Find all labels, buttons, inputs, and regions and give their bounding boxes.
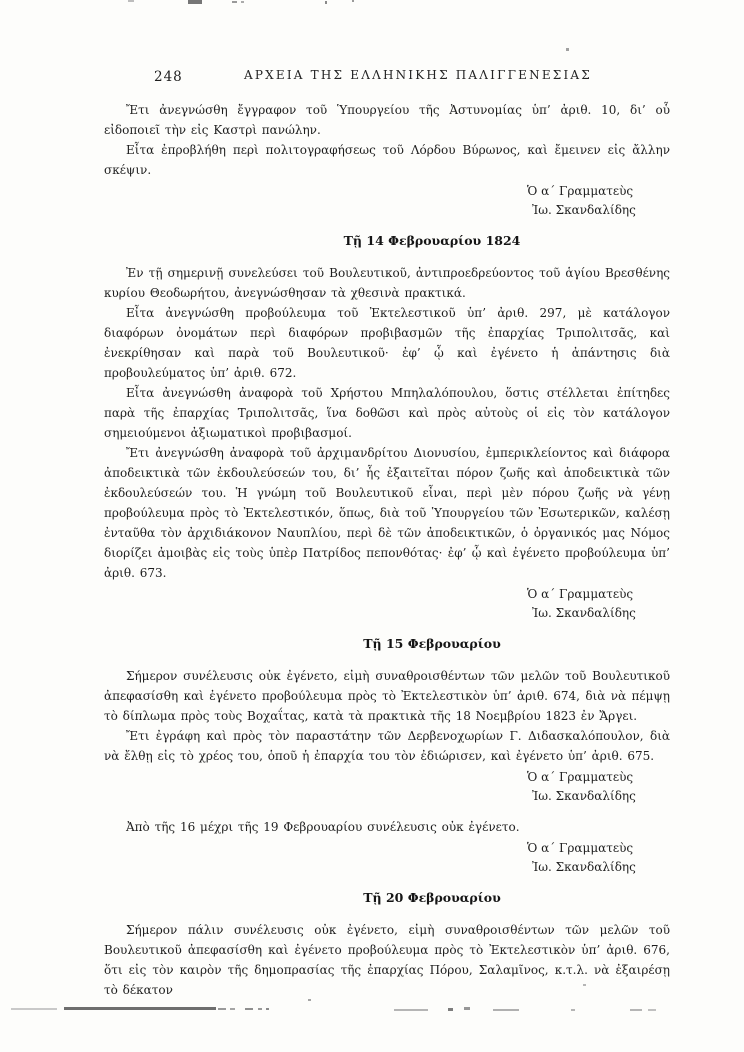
signature-block bbox=[527, 585, 670, 623]
scan-artifact bbox=[188, 0, 202, 4]
section-20-february bbox=[104, 888, 670, 1000]
paragraph: Ἔτι ἀνεγνώσθη ἀναφορὰ τοῦ ἀρχιμανδρίτου Διονυσίου, ἐμπερικλείοντος καὶ διάφορα ἀποδεικτικὰ τῶν ἐκδουλεύσεών του, δι’ ἧς ἐξαιτεῖται πόρον ζωῆς καὶ ἀποδεικτικὰ τῶν ἐκδουλεύσεών του. Ἡ γνώμη τοῦ Βουλευτικοῦ εἶναι, περὶ μὲν πόρου ζωῆς νὰ γένῃ προβούλευμα πρὸς τὸ Ἐκτελεστικόν, ὅπως, διὰ τοῦ Ὑπουργείου τῶν Ἐσωτερικῶν, καλέσῃ ἐνταῦθα τὸν ἀρχιδιάκονον Ναυπλίου, περὶ δὲ τῶν ἀποδεικτικῶν, ὁ ὀργανικός μας Νόμος διορίζει ἀμοιβὰς εἰς τοὺς ὑπὲρ Πατρίδος πεπονθότας· ἐφ’ ᾧ καὶ ἐγένετο προβούλευμα ὑπ’ ἀριθ. 673. bbox=[104, 446, 670, 580]
page-header bbox=[104, 68, 670, 86]
scan-artifact-line bbox=[571, 1009, 575, 1011]
scan-artifact-line bbox=[11, 1008, 57, 1010]
paragraph: Εἶτα ἀνεγνώσθη προβούλευμα τοῦ Ἐκτελεστικοῦ ὑπ’ ἀριθ. 297, μὲ κατάλογον διαφόρων ὀνομάτων περὶ διαφόρων προβιβασμῶν τῆς ἐπαρχίας Τριπολιτσᾶς, καὶ ἐνεκρίθησαν καὶ παρὰ τοῦ Βουλευτικοῦ· ἐφ’ ᾧ καὶ ἐγένετο ἡ ἀπάντησις διὰ προβουλεύματος ὑπ’ ἀριθ. 672. bbox=[104, 306, 670, 380]
scan-artifact-line bbox=[448, 1008, 453, 1011]
paragraph: Εἶτα ἐπροβλήθη περὶ πολιτογραφήσεως τοῦ Λόρδου Βύρωνος, καὶ ἔμεινεν εἰς ἄλλην σκέψιν. bbox=[104, 143, 670, 177]
section-15-february bbox=[104, 634, 670, 806]
signature-name: Ἰω. Σκανδαλίδης bbox=[532, 606, 636, 620]
paragraph: Ἔτι ἐγράφη καὶ πρὸς τὸν παραστάτην τῶν Δερβενοχωρίων Γ. Διδασκαλόπουλον, διὰ νὰ ἔλθῃ εἰς τὸ χρέος του, ὁποῦ ἡ ἐπαρχία του τὸν ἐδιώρισεν, καὶ ἐγένετο ὑπ’ ἀριθ. 675. bbox=[104, 729, 670, 763]
signature-block bbox=[527, 182, 670, 220]
scan-artifact-line bbox=[266, 1008, 269, 1010]
scan-artifact-line bbox=[258, 1008, 262, 1010]
paragraph: Εἶτα ἀνεγνώσθη ἀναφορὰ τοῦ Χρήστου Μπηλαλόπουλου, ὅστις στέλλεται ἐπίτηδες παρὰ τῆς ἐπαρχίας Τριπολιτσᾶς, ἵνα δοθῶσι καὶ πρὸς αὐτοὺς οἱ εἰς τὸν κατάλογον σημειούμενοι ἀξιωματικοὶ προβιβασμοί. bbox=[104, 386, 670, 440]
paragraph: Σήμερον συνέλευσις οὐκ ἐγένετο, εἰμὴ συναθροισθέντων τῶν μελῶν τοῦ Βουλευτικοῦ ἀπεφασίσθη καὶ ἐγένετο προβούλευμα πρὸς τὸ Ἐκτελεστικὸν ὑπ’ ἀριθ. 674, διὰ νὰ πέμψῃ τὸ δίπλωμα πρὸς τοὺς Βοχαΐτας, κατὰ τὰ πρακτικὰ τῆς 18 Νοεμβρίου 1823 ἐν Ἄργει. bbox=[104, 669, 670, 723]
text-column bbox=[104, 68, 670, 1000]
signature-role: Ὁ α´ Γραμματεὺς bbox=[527, 841, 634, 855]
scan-artifact-line bbox=[493, 1009, 519, 1011]
scan-artifact bbox=[232, 1, 237, 3]
signature-name: Ἰω. Σκανδαλίδης bbox=[532, 203, 636, 217]
scan-artifact bbox=[241, 1, 244, 3]
paragraph: Σήμερον πάλιν συνέλευσις οὐκ ἐγένετο, εἰμὴ συναθροισθέντων τῶν μελῶν τοῦ Βουλευτικοῦ ἀπεφασίσθη καὶ ἐγένετο προβούλευμα πρὸς τὸ Ἐκτελεστικὸν ὑπ’ ἀριθ. 676, ὅτι εἰς τὸν καιρὸν τῆς δημοπρασίας τῆς ἐπαρχίας Πόρου, Σαλαμῖνος, κ.τ.λ. νὰ ἐξαιρέσῃ τὸ δέκατον bbox=[104, 923, 670, 997]
signature-name: Ἰω. Σκανδαλίδης bbox=[532, 860, 636, 874]
section-16-19-february bbox=[104, 817, 670, 877]
signature-block bbox=[527, 839, 670, 877]
scan-artifact-line bbox=[394, 1009, 428, 1011]
signature-block bbox=[527, 768, 670, 806]
scan-artifact bbox=[128, 0, 134, 2]
section-heading: Τῇ 14 Φεβρουαρίου 1824 bbox=[343, 233, 521, 248]
section-heading: Τῇ 20 Φεβρουαρίου bbox=[363, 890, 501, 905]
scan-artifact-line bbox=[245, 1008, 253, 1010]
page-number: 248 bbox=[154, 69, 183, 85]
paragraph: Ἐν τῇ σημερινῇ συνελεύσει τοῦ Βουλευτικοῦ, ἀντιπροεδρεύοντος τοῦ ἁγίου Βρεσθένης κυρίου Θεοδωρήτου, ἀνεγνώσθησαν τὰ χθεσινὰ πρακτικά. bbox=[104, 266, 670, 300]
scan-artifact bbox=[566, 48, 569, 51]
signature-role: Ὁ α´ Γραμματεὺς bbox=[527, 184, 634, 198]
section-heading: Τῇ 15 Φεβρουαρίου bbox=[363, 636, 501, 651]
scan-artifact-line bbox=[630, 1009, 642, 1011]
signature-name: Ἰω. Σκανδαλίδης bbox=[532, 789, 636, 803]
signature-role: Ὁ α´ Γραμματεὺς bbox=[527, 587, 634, 601]
section-minutes-continued bbox=[104, 100, 670, 220]
running-header: ΑΡΧΕΙΑ ΤΗΣ ΕΛΛΗΝΙΚΗΣ ΠΑΛΙΓΓΕΝΕΣΙΑΣ bbox=[244, 68, 592, 82]
scan-artifact bbox=[325, 1, 327, 4]
paragraph: Ἔτι ἀνεγνώσθη ἔγγραφον τοῦ Ὑπουργείου τῆς Ἀστυνομίας ὑπ’ ἀριθ. 10, δι’ οὗ εἰδοποιεῖ τὴν εἰς Καστρὶ πανώλην. bbox=[104, 103, 670, 137]
scan-artifact-line bbox=[464, 1007, 470, 1010]
scan-artifact-line bbox=[64, 1007, 216, 1010]
scan-artifact-line bbox=[218, 1008, 226, 1010]
section-14-february bbox=[104, 231, 670, 623]
scan-artifact-line bbox=[648, 1009, 656, 1011]
paragraph: Ἀπὸ τῆς 16 μέχρι τῆς 19 Φεβρουαρίου συνέλευσις οὐκ ἐγένετο. bbox=[126, 820, 520, 834]
signature-role: Ὁ α´ Γραμματεὺς bbox=[527, 770, 634, 784]
scan-artifact-line bbox=[230, 1008, 235, 1010]
scan-artifact bbox=[352, 0, 354, 2]
